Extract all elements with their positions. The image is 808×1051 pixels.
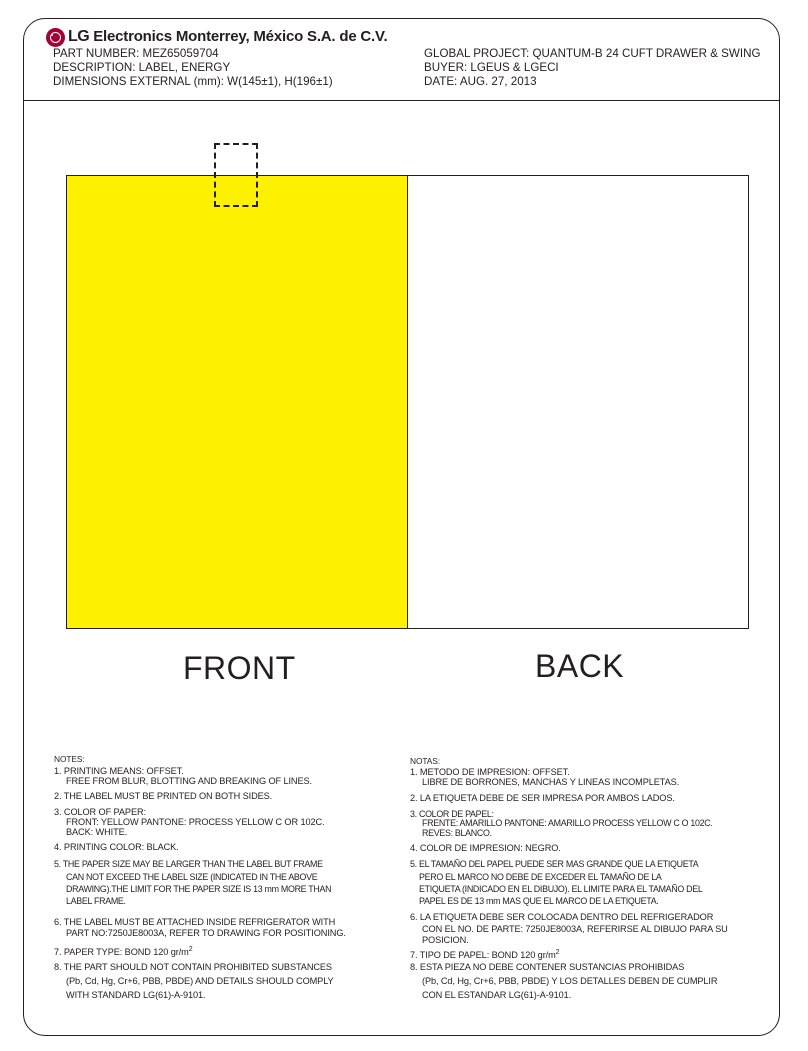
superscript: 2 bbox=[555, 949, 560, 956]
global-project: GLOBAL PROJECT: QUANTUM-B 24 CUFT DRAWER & SWING bbox=[424, 47, 761, 60]
note-line bbox=[54, 944, 193, 958]
note-line: FRONT: YELLOW PANTONE: PROCESS YELLOW C OR 102C. bbox=[66, 817, 325, 827]
nota-line: POSICION. bbox=[422, 935, 469, 945]
description: DESCRIPTION: LABEL, ENERGY bbox=[53, 61, 231, 74]
company-name bbox=[68, 28, 387, 46]
note-line: CAN NOT EXCEED THE LABEL SIZE (INDICATED IN THE ABOVE bbox=[66, 872, 318, 882]
brand-mark: LG bbox=[68, 28, 90, 45]
note-line: 5. THE PAPER SIZE MAY BE LARGER THAN THE LABEL BUT FRAME bbox=[54, 859, 323, 869]
back-label-panel bbox=[407, 175, 749, 629]
note-line: 2. THE LABEL MUST BE PRINTED ON BOTH SIDES. bbox=[54, 791, 273, 801]
date: DATE: AUG. 27, 2013 bbox=[424, 75, 537, 88]
position-marker bbox=[214, 143, 258, 207]
note-text: 7. PAPER TYPE: BOND 120 gr/m bbox=[54, 947, 189, 958]
header-divider bbox=[23, 100, 780, 101]
part-number: PART NUMBER: MEZ65059704 bbox=[53, 47, 219, 60]
company-title: Electronics Monterrey, México S.A. de C.V. bbox=[93, 28, 388, 45]
dimensions: DIMENSIONS EXTERNAL (mm): W(145±1), H(196±1) bbox=[53, 75, 333, 88]
notas-title: NOTAS: bbox=[410, 756, 440, 766]
front-caption: FRONT bbox=[183, 650, 296, 686]
nota-line bbox=[410, 947, 559, 961]
note-line: LABEL FRAME. bbox=[66, 896, 126, 906]
front-label-panel bbox=[66, 175, 408, 629]
nota-line: CON EL ESTANDAR LG(61)-A-9101. bbox=[422, 990, 572, 1000]
nota-line: PAPEL ES DE 13 mm MAS QUE EL MARCO DE LA ETIQUETA. bbox=[419, 896, 659, 906]
superscript: 2 bbox=[188, 946, 193, 953]
lg-logo-icon bbox=[46, 28, 65, 47]
note-line: 6. THE LABEL MUST BE ATTACHED INSIDE REFRIGERATOR WITH bbox=[54, 917, 336, 927]
note-line: 4. PRINTING COLOR: BLACK. bbox=[54, 842, 179, 852]
nota-line: CON EL NO. DE PARTE: 7250JE8003A, REFERIRSE AL DIBUJO PARA SU bbox=[422, 924, 728, 934]
nota-text: 7. TIPO DE PAPEL: BOND 120 gr/m bbox=[410, 950, 556, 961]
note-line: FREE FROM BLUR, BLOTTING AND BREAKING OF LINES. bbox=[66, 776, 312, 786]
nota-line: 3. COLOR DE PAPEL: bbox=[410, 809, 494, 819]
note-line: WITH STANDARD LG(61)-A-9101. bbox=[66, 990, 206, 1000]
nota-line: 4. COLOR DE IMPRESION: NEGRO. bbox=[410, 843, 561, 853]
nota-line: 1. METODO DE IMPRESION: OFFSET. bbox=[410, 767, 570, 777]
nota-line: REVES: BLANCO. bbox=[422, 828, 492, 838]
note-line: 3. COLOR OF PAPER: bbox=[54, 807, 146, 817]
nota-line: 6. LA ETIQUETA DEBE SER COLOCADA DENTRO DEL REFRIGERADOR bbox=[410, 912, 714, 922]
nota-line: 8. ESTA PIEZA NO DEBE CONTENER SUSTANCIAS PROHIBIDAS bbox=[410, 962, 685, 972]
back-caption: BACK bbox=[535, 648, 625, 684]
nota-line: (Pb, Cd, Hg, Cr+6, PBB, PBDE) Y LOS DETALLES DEBEN DE CUMPLIR bbox=[422, 976, 718, 986]
nota-line: 2. LA ETIQUETA DEBE DE SER IMPRESA POR AMBOS LADOS. bbox=[410, 793, 675, 803]
note-line: BACK: WHITE. bbox=[66, 827, 128, 837]
note-line: 1. PRINTING MEANS: OFFSET. bbox=[54, 766, 184, 776]
nota-line: 5. EL TAMAÑO DEL PAPEL PUEDE SER MAS GRANDE QUE LA ETIQUETA bbox=[410, 859, 699, 869]
note-line: PART NO:7250JE8003A, REFER TO DRAWING FOR POSITIONING. bbox=[66, 928, 346, 938]
nota-line: FRENTE: AMARILLO PANTONE: AMARILLO PROCESS YELLOW C O 102C. bbox=[422, 818, 713, 828]
note-line: (Pb, Cd, Hg, Cr+6, PBB, PBDE) AND DETAILS SHOULD COMPLY bbox=[66, 976, 334, 986]
note-line: 8. THE PART SHOULD NOT CONTAIN PROHIBITED SUBSTANCES bbox=[54, 962, 332, 972]
buyer: BUYER: LGEUS & LGECI bbox=[424, 61, 559, 74]
nota-line: LIBRE DE BORRONES, MANCHAS Y LINEAS INCOMPLETAS. bbox=[422, 777, 680, 787]
nota-line: PERO EL MARCO NO DEBE DE EXCEDER EL TAMAÑO DE LA bbox=[419, 872, 662, 882]
note-line: DRAWING).THE LIMIT FOR THE PAPER SIZE IS 13 mm MORE THAN bbox=[66, 884, 332, 894]
notes-title: NOTES: bbox=[54, 754, 85, 764]
nota-line: ETIQUETA (INDICADO EN EL DIBUJO). EL LIMITE PARA EL TAMAÑO DEL bbox=[419, 884, 703, 894]
